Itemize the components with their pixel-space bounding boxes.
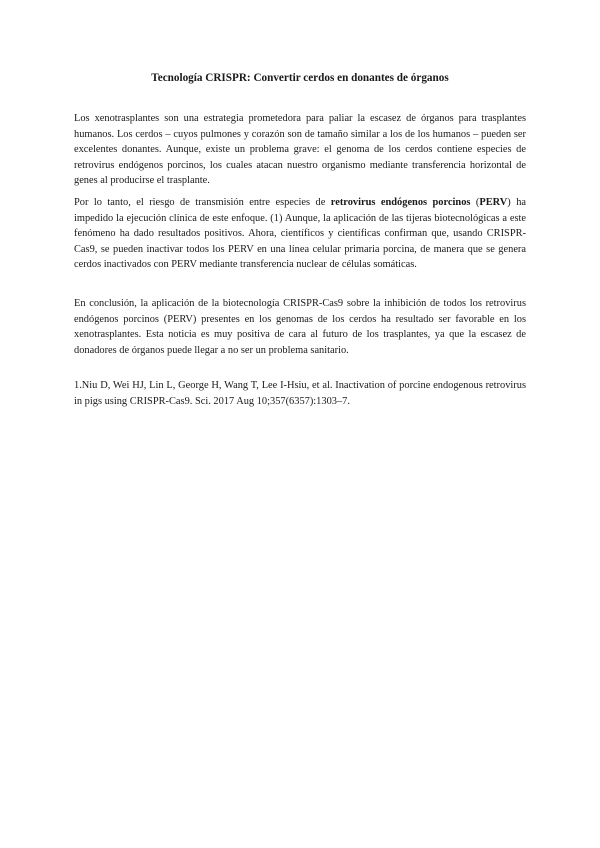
paragraph-risk-paren-open: ( <box>470 197 480 208</box>
paragraph-risk-text-end: ) ha impedido la ejecución clínica de este enfoque. (1) Aunque, la aplicación de las tijeras biotecnológicas a este fenómeno ha dado resultados positivos. Ahora, científicos y científicas confirman que, usando CRISPR-Cas9, se pueden inactivar todos los PERV en una línea celular primaria porcina, de manera que se genera cerdos inactivados con PERV mediante transferencia nuclear de células somáticas. <box>74 197 527 271</box>
document-title: Tecnología CRISPR: Convertir cerdos en donantes de órganos <box>151 72 449 84</box>
paragraph-conclusion: En conclusión, la aplicación de la biotecnología CRISPR-Cas9 sobre la inhibición de todos los retrovirus endógenos porcinos (PERV) presentes en los genomas de los cerdos ha resultado ser favorable en los xenotrasplantes. Esta noticia es muy positiva de cara al futuro de los trasplantes, ya que la escasez de donadores de órganos puede llegar a no ser un problema sanitario. <box>74 298 526 356</box>
reference-citation: 1.Niu D, Wei HJ, Lin L, George H, Wang T, Lee I-Hsiu, et al. Inactivation of porcine endogenous retrovirus in pigs using CRISPR-Cas9. Sci. 2017 Aug 10;357(6357):1303–7. <box>74 380 526 407</box>
bold-abbrev-perv: PERV <box>479 197 508 208</box>
paragraph-risk <box>74 195 526 273</box>
paragraph-risk-text-start: Por lo tanto, el riesgo de transmisión entre especies de <box>74 197 331 208</box>
paragraph-introduction: Los xenotrasplantes son una estrategia prometedora para paliar la escasez de órganos para trasplantes humanos. Los cerdos – cuyos pulmones y corazón son de tamaño similar a los de los humanos – pueden ser excelentes donantes. Aunque, existe un problema grave: el genoma de los cerdos contiene especies de retrovirus endógenos porcinos, los cuales atacan nuestro organismo mediante transferencia horizontal de genes al producirse el trasplante. <box>74 113 526 187</box>
bold-term-retrovirus: retrovirus endógenos porcinos <box>330 197 471 208</box>
